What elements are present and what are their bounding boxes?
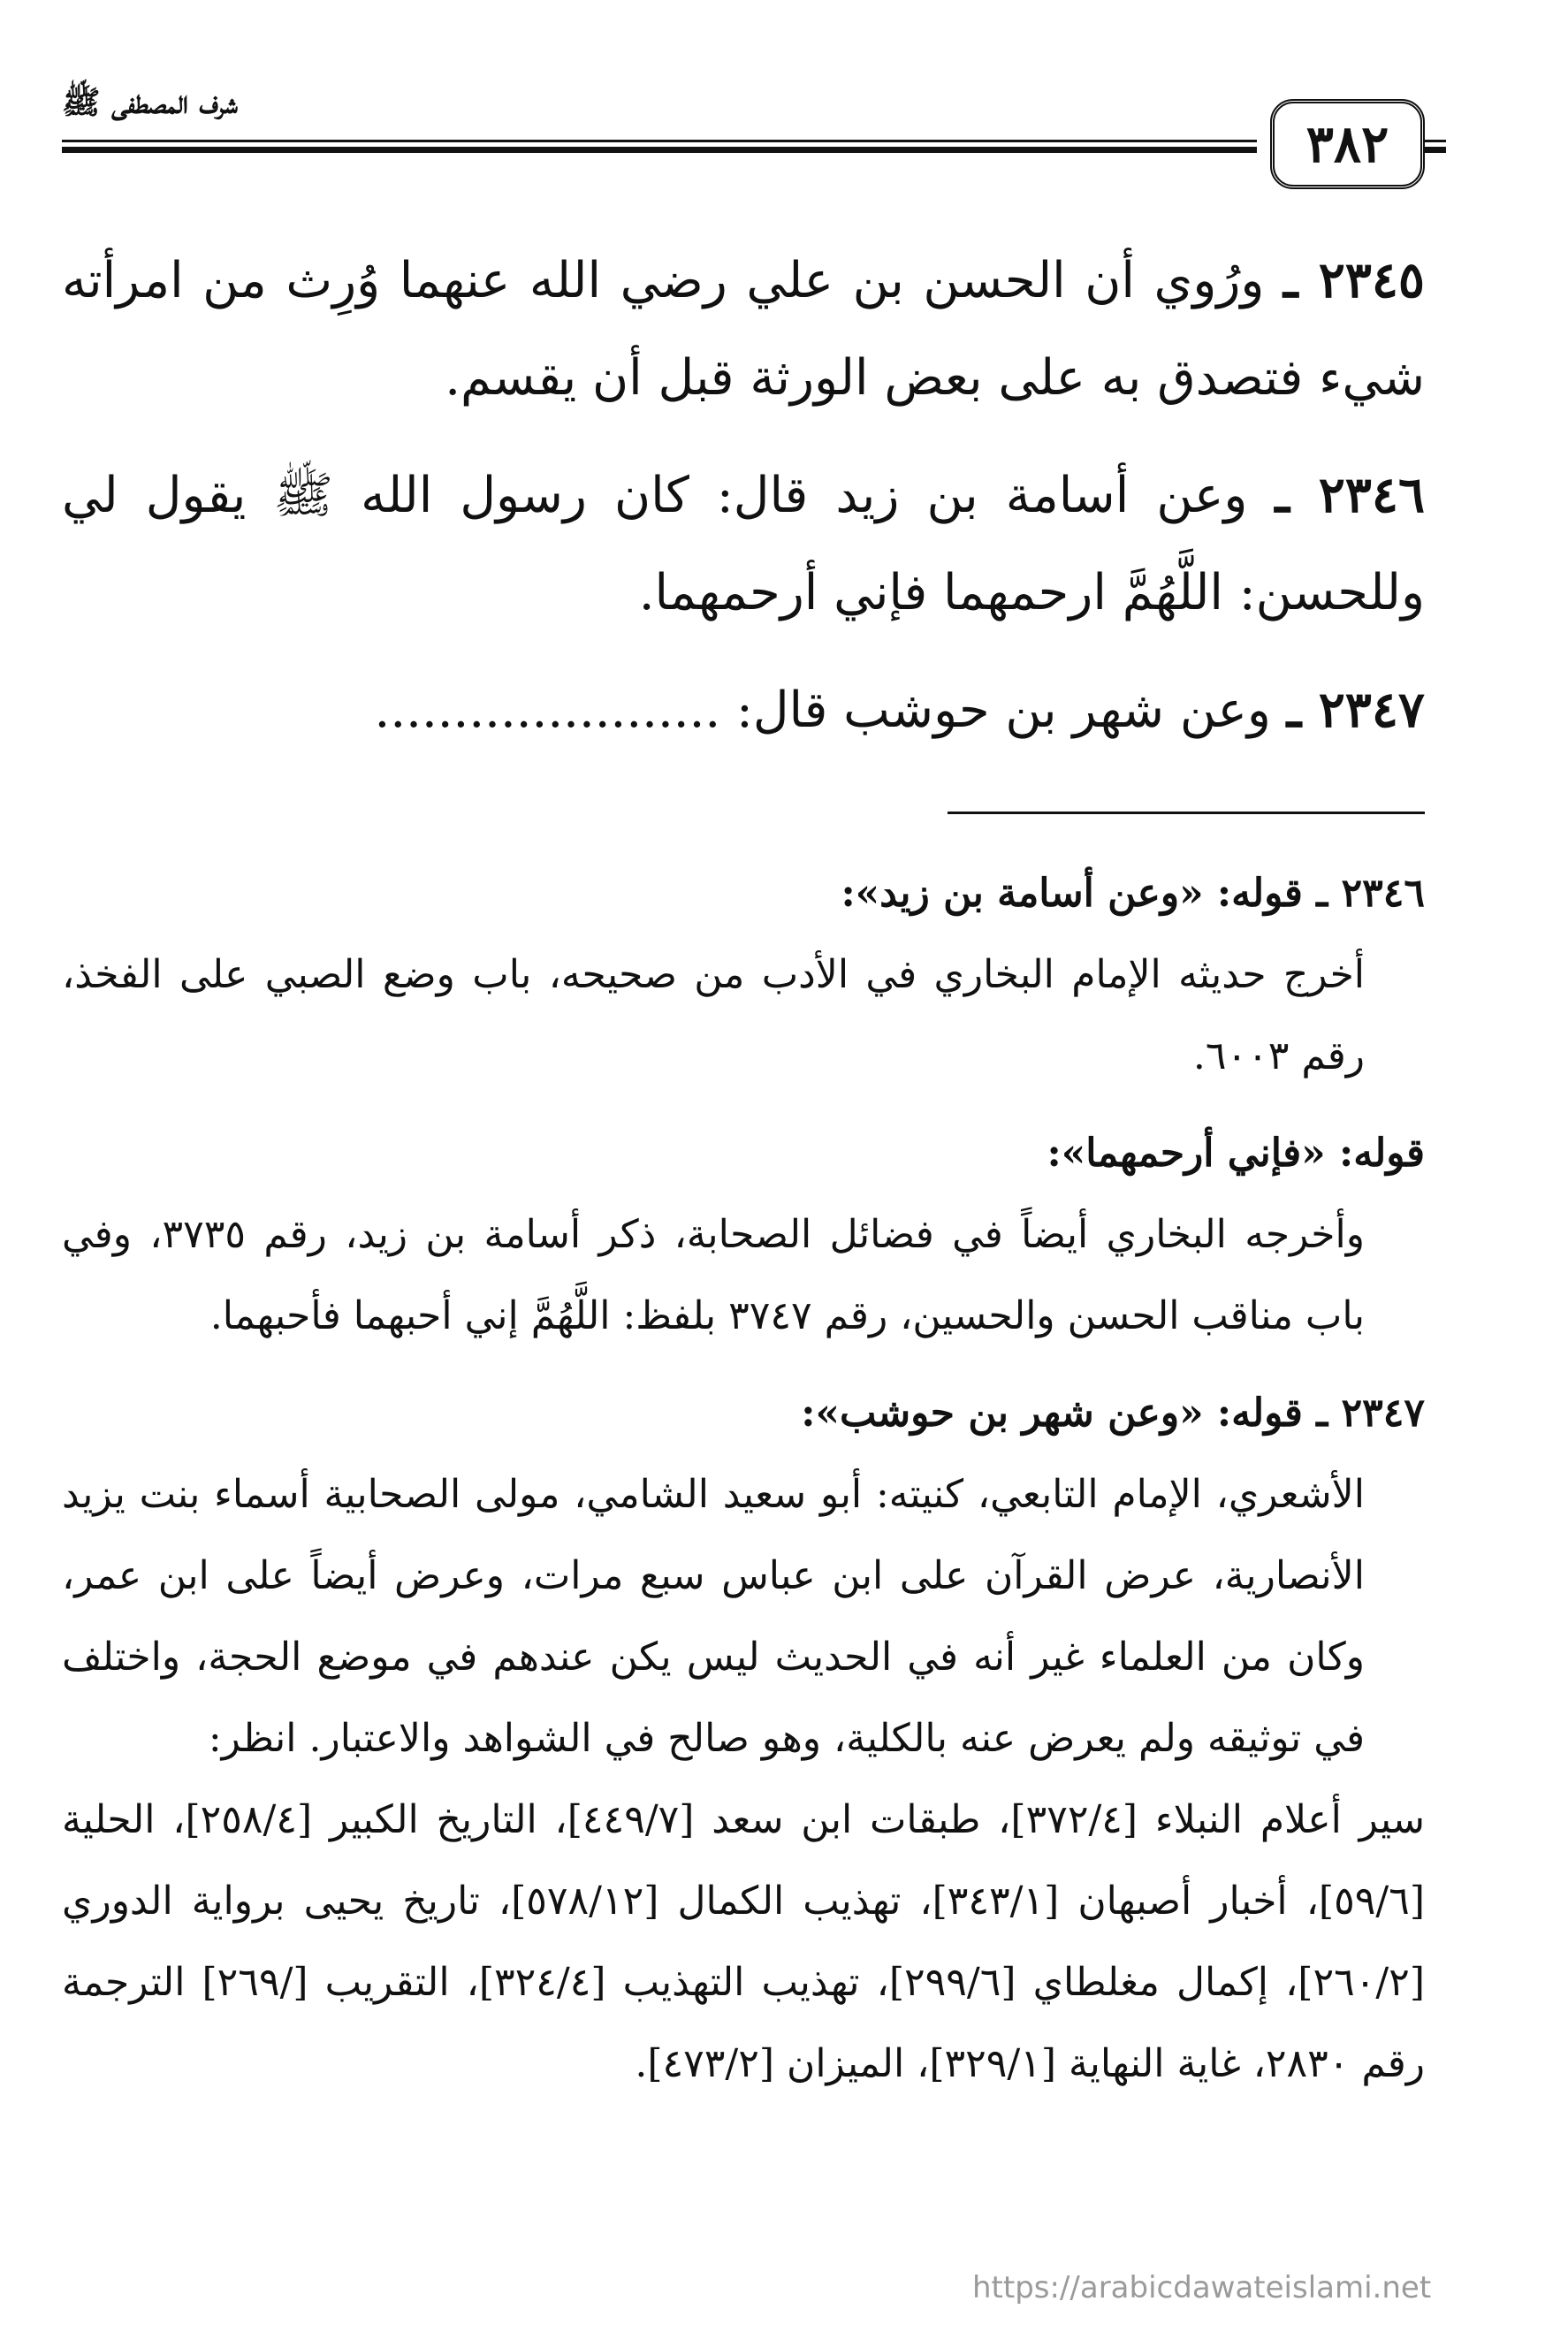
note-heading: ٢٣٤٦ ـ قوله: «وعن أسامة بن زيد»: (841, 871, 1425, 916)
header-rule-right-thick (1425, 147, 1446, 153)
book-page (62, 0, 1425, 2332)
paragraph-2347 (62, 661, 1425, 759)
paragraph-number: ٢٣٤٦ ـ (1275, 466, 1426, 524)
header-rule-thick (62, 147, 1257, 153)
footnote-separator (948, 812, 1425, 814)
note-heading: قوله: «فإني أرحمهما»: (1047, 1131, 1425, 1176)
paragraph-number: ٢٣٤٥ ـ (1283, 251, 1425, 309)
note-body: أخرج حديثه الإمام البخاري في الأدب من صحيحه، باب وضع الصبي على الفخذ، رقم ٦٠٠٣. (62, 952, 1365, 1078)
page-header (62, 84, 1425, 194)
page-number: ٣٨٢ (1270, 99, 1425, 189)
paragraph-text: ورُوي أن الحسن بن علي رضي الله عنهما وُرِث من امرأته شيء فتصدق به على بعض الورثة قبل أن يقسم. (62, 252, 1425, 407)
note-body: وأخرجه البخاري أيضاً في فضائل الصحابة، ذكر أسامة بن زيد، رقم ٣٧٣٥، وفي باب مناقب الحسن والحسين، رقم ٣٧٤٧ بلفظ: اللَّهُمَّ إني أحبهما فأحبهما. (62, 1212, 1365, 1338)
note-body: الأشعري، الإمام التابعي، كنيته: أبو سعيد الشامي، مولى الصحابية أسماء بنت يزيد الأنصارية، عرض القرآن على ابن عباس سبع مرات، وعرض أيضاً على ابن عمر، وكان من العلماء غير أنه في الحديث ليس يكن عندهم في موضع الحجة، واختلف في توثيقه ولم يعرض عنه بالكلية، وهو صالح في الشواهد والاعتبار. انظر: (62, 1472, 1365, 1761)
paragraph-2346 (62, 446, 1425, 642)
footnotes (62, 853, 1425, 2121)
paragraph-text: وعن شهر بن حوشب قال: (735, 682, 1271, 739)
paragraph-number: ٢٣٤٧ ـ (1286, 681, 1425, 739)
watermark-url: https://arabicdawateislami.net (972, 2270, 1432, 2305)
running-title: شرف المصطفى ﷺ (62, 84, 238, 121)
header-rule-right (1425, 140, 1446, 142)
continuation-dots: ...................... (374, 682, 721, 739)
paragraph-text: وعن أسامة بن زيد قال: كان رسول الله ﷺ يقول لي وللحسن: اللَّهُمَّ ارحمهما فإني أرحمهما. (62, 467, 1425, 621)
paragraph-2345 (62, 232, 1425, 427)
header-rule (62, 140, 1257, 142)
main-text (62, 232, 1425, 779)
note-heading: ٢٣٤٧ ـ قوله: «وعن شهر بن حوشب»: (801, 1391, 1425, 1436)
note-references: سير أعلام النبلاء [٣٧٢/٤]، طبقات ابن سعد [٤٤٩/٧]، التاريخ الكبير [٢٥٨/٤]، الحلية [٥٩/٦]، أخبار أصبهان [٣٤٣/١]، تهذيب الكمال [٥٧٨/١٢]، تاريخ يحيى برواية الدوري [٢٦٠/٢]، إكمال مغلطاي [٢٩٩/٦]، تهذيب التهذيب [٣٢٤/٤]، التقريب [/٢٦٩] الترجمة رقم ٢٨٣٠، غاية النهاية [٣٢٩/١]، الميزان [٤٧٣/٢]. (62, 1797, 1426, 2086)
